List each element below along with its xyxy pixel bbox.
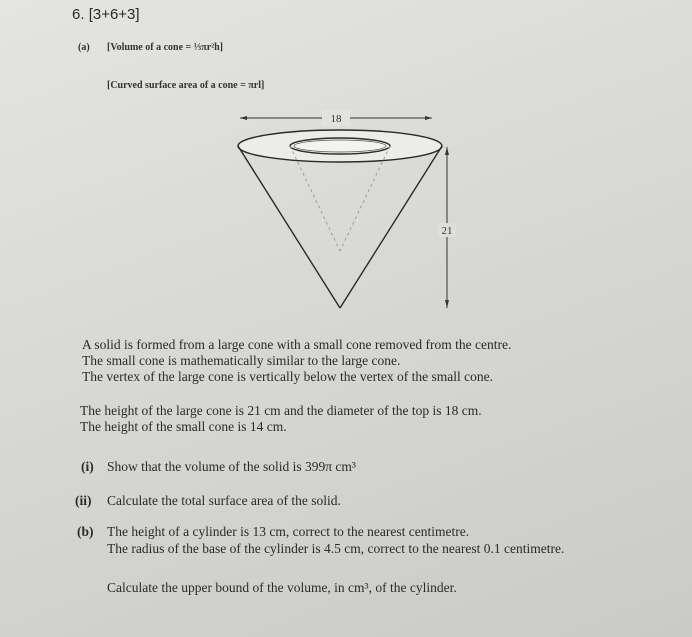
part-ii-text: Calculate the total surface area of the solid. (107, 493, 341, 508)
large-cone-right-edge (340, 146, 442, 308)
part-ii-label: (ii) (75, 493, 92, 508)
part-b-label: (b) (77, 524, 94, 539)
part-a-label: (a) (78, 42, 90, 53)
paragraph-1-line-2: The small cone is mathematically similar to the large cone. (82, 353, 401, 368)
paragraph-1-line-3: The vertex of the large cone is vertically below the vertex of the small cone. (82, 369, 493, 384)
question-number: 6. (72, 6, 85, 23)
question-header (72, 6, 140, 23)
part-b-line-1: The height of a cylinder is 13 cm, correct to the nearest centimetre. (107, 524, 470, 539)
diameter-label: 18 (330, 113, 342, 125)
part-i-text: Show that the volume of the solid is 399π cm³ (107, 459, 356, 474)
question-marks: [3+6+3] (88, 6, 140, 23)
height-arrow-bottom (445, 300, 449, 308)
height-arrow-top (445, 147, 449, 155)
cone-diagram (220, 105, 460, 320)
diameter-arrow-right (425, 116, 432, 120)
paragraph-2-line-1: The height of the large cone is 21 cm and the diameter of the top is 18 cm. (80, 403, 482, 418)
diameter-arrow-left (240, 116, 247, 120)
large-cone-left-edge (238, 146, 340, 308)
part-b-line-3: Calculate the upper bound of the volume, in cm³, of the cylinder. (107, 580, 457, 595)
paragraph-1-line-1: A solid is formed from a large cone with a small cone removed from the centre. (82, 337, 512, 352)
part-b-line-2: The radius of the base of the cylinder is 4.5 cm, correct to the nearest 0.1 centimetre. (107, 541, 565, 556)
cone-csa-formula: [Curved surface area of a cone = πrl] (107, 80, 265, 91)
part-i-label: (i) (81, 459, 94, 474)
cone-volume-formula: [Volume of a cone = ⅓πr²h] (107, 42, 224, 53)
height-label: 21 (441, 225, 453, 237)
paragraph-2-line-2: The height of the small cone is 14 cm. (80, 419, 287, 434)
